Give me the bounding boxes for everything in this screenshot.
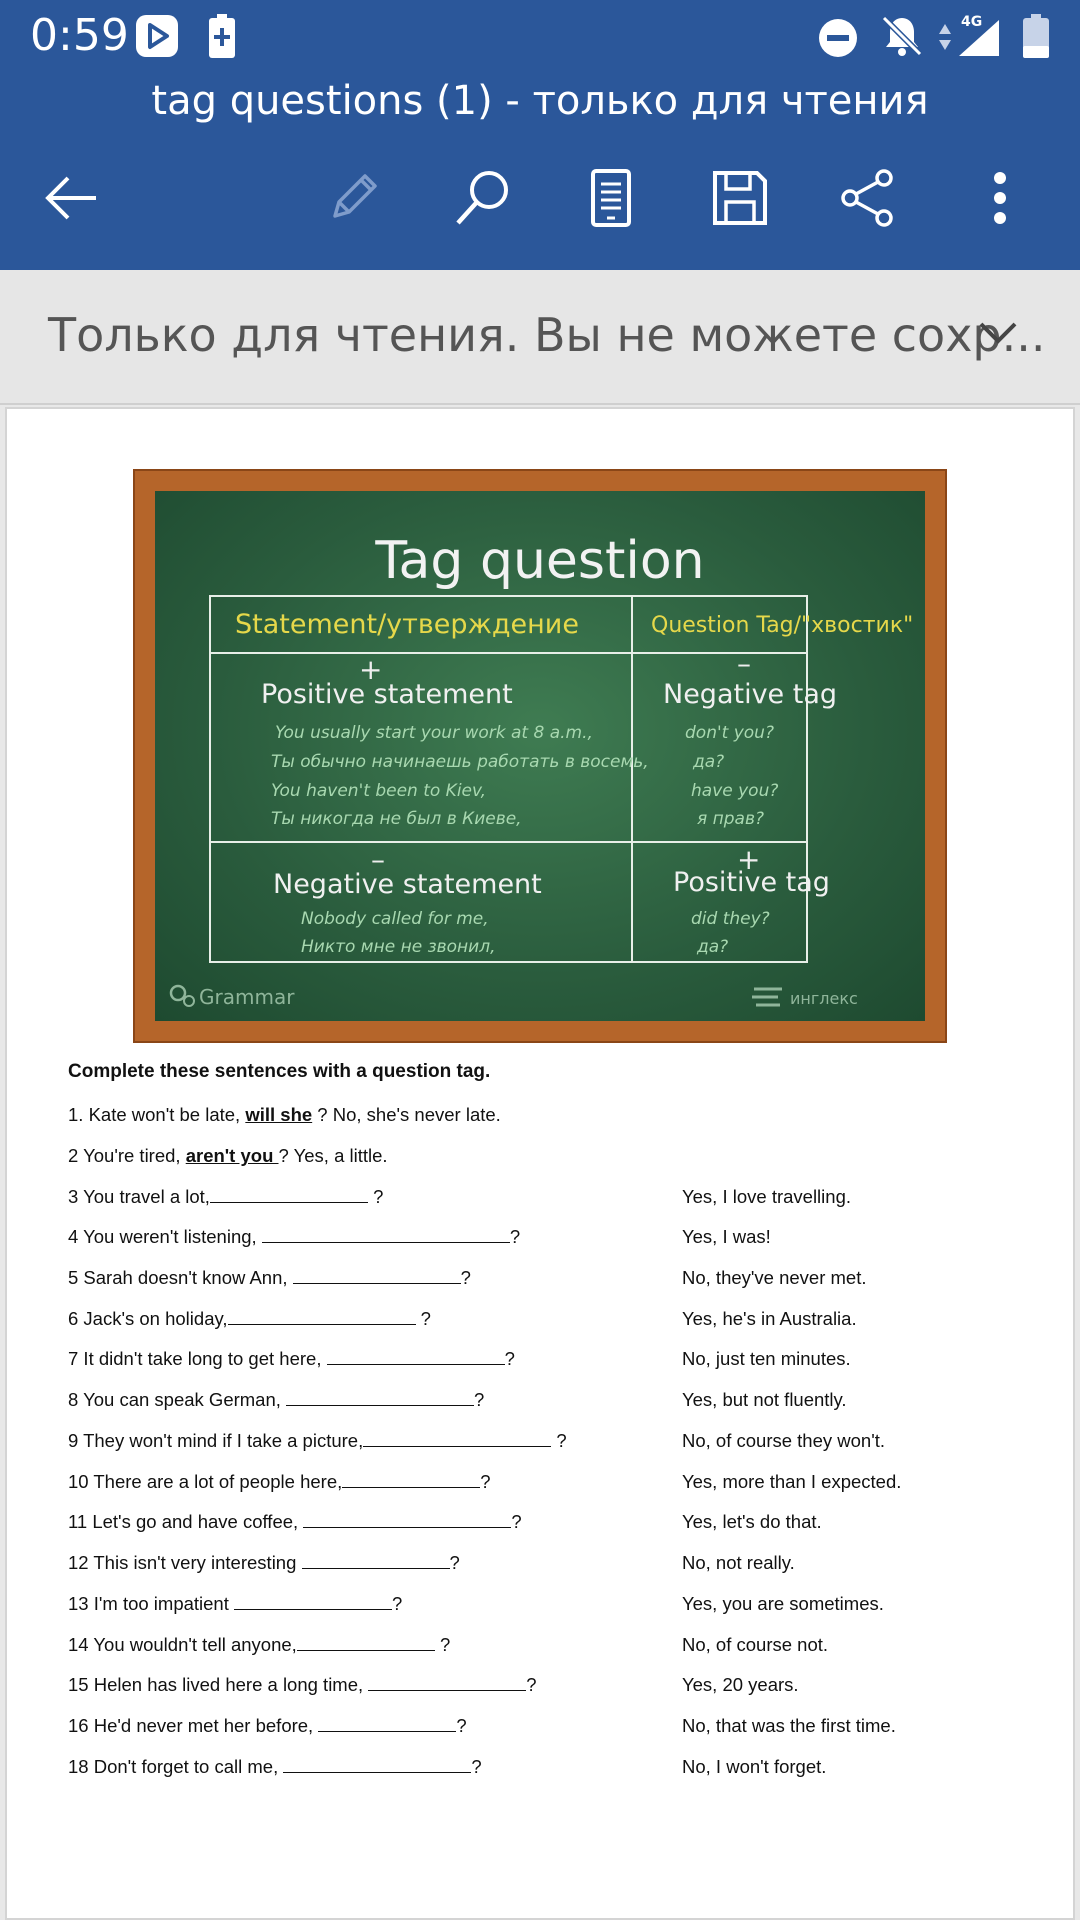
row1-left-sign: + — [359, 653, 383, 686]
exercise-item: 6 Jack's on holiday, ? — [68, 1308, 431, 1329]
answer-blank[interactable] — [303, 1512, 511, 1528]
status-bar — [0, 0, 1080, 72]
row1-left-title: Positive statement — [261, 679, 513, 710]
document-title: tag questions (1) - только для чтения — [151, 78, 929, 124]
exercise-response: Yes, I love travelling. — [682, 1186, 851, 1207]
exercise-item: 12 This isn't very interesting ? — [68, 1552, 460, 1573]
data-arrows-icon — [938, 22, 952, 57]
row2-right-sign: + — [737, 843, 761, 876]
exercise-response: No, not really. — [682, 1552, 795, 1573]
board-title: Tag question — [375, 531, 705, 591]
share-button[interactable] — [828, 160, 908, 240]
answer-blank[interactable] — [297, 1635, 435, 1651]
network-label: 4G — [961, 14, 983, 30]
battery-saver-icon — [208, 14, 236, 63]
row1-right-title: Negative tag — [663, 679, 838, 710]
play-store-icon — [135, 14, 179, 63]
exercise-item: 5 Sarah doesn't know Ann, ? — [68, 1267, 471, 1288]
row2-right-example: did they? — [691, 909, 770, 929]
row2-left-example: Никто мне не звонил, — [301, 937, 496, 957]
share-icon — [838, 168, 898, 233]
more-options-button[interactable] — [960, 160, 1040, 240]
row2-left-title: Negative statement — [273, 869, 542, 900]
exercise-item: 3 You travel a lot, ? — [68, 1186, 384, 1207]
answer-blank[interactable] — [327, 1349, 505, 1365]
exercise-response: No, of course they won't. — [682, 1430, 886, 1451]
exercise-response: Yes, but not fluently. — [682, 1389, 847, 1410]
gears-icon — [167, 981, 197, 1014]
row1-right-sign: – — [737, 647, 751, 680]
exercise-response: Yes, let's do that. — [682, 1511, 822, 1532]
pencil-icon — [323, 168, 383, 233]
search-icon — [452, 167, 514, 234]
back-arrow-icon — [40, 173, 100, 228]
row1-left-example: You usually start your work at 8 a.m., — [275, 723, 593, 743]
board-col2-header: Question Tag/"хвостик" — [651, 613, 914, 638]
row1-right-example: да? — [693, 752, 725, 772]
exercise-item: 16 He'd never met her before, ? — [68, 1715, 467, 1736]
row2-right-example: да? — [697, 937, 729, 957]
exercise-response: No, that was the first time. — [682, 1715, 896, 1736]
answer-blank[interactable] — [368, 1675, 526, 1691]
worksheet-heading: Complete these sentences with a question tag. — [68, 1061, 491, 1082]
exercise-item: 15 Helen has lived here a long time, ? — [68, 1674, 537, 1695]
save-icon — [710, 168, 770, 233]
exercise-item: 18 Don't forget to call me, ? — [68, 1756, 482, 1777]
row1-right-example: have you? — [691, 781, 779, 801]
exercise-response: No, they've never met. — [682, 1267, 867, 1288]
read-only-banner-text: Только для чтения. Вы не можете сохр... — [48, 308, 1046, 362]
edit-button[interactable] — [313, 160, 393, 240]
exercise-item: 13 I'm too impatient ? — [68, 1593, 403, 1614]
row2-left-sign: – — [371, 843, 385, 876]
exercise-response: No, just ten minutes. — [682, 1348, 851, 1369]
row2-right-title: Positive tag — [673, 867, 830, 898]
board-col1-header: Statement/утверждение — [235, 609, 579, 640]
chalkboard-surface — [155, 491, 925, 1021]
exercise-response: Yes, I was! — [682, 1226, 771, 1247]
back-button[interactable] — [30, 160, 110, 240]
answer-blank[interactable] — [318, 1716, 456, 1732]
answer-blank[interactable] — [342, 1472, 480, 1488]
answer-blank[interactable] — [234, 1594, 392, 1610]
chevron-down-icon[interactable] — [978, 320, 1018, 351]
answer-blank[interactable] — [210, 1187, 368, 1203]
save-button[interactable] — [700, 160, 780, 240]
exercise-response: Yes, you are sometimes. — [682, 1593, 884, 1614]
row1-left-example: You haven't been to Kiev, — [271, 781, 487, 801]
exercise-item: 9 They won't mind if I take a picture, ? — [68, 1430, 567, 1451]
app-bar — [0, 0, 1080, 270]
example-sentence-1: 1. Kate won't be late, will she ? No, she's never late. — [68, 1104, 501, 1125]
exercise-response: Yes, he's in Australia. — [682, 1308, 857, 1329]
search-button[interactable] — [443, 160, 523, 240]
signal-icon — [955, 12, 1005, 63]
exercise-item: 11 Let's go and have coffee, ? — [68, 1511, 522, 1532]
more-vert-icon — [990, 170, 1010, 231]
answer-blank[interactable] — [302, 1553, 450, 1569]
exercise-response: No, I won't forget. — [682, 1756, 827, 1777]
exercise-response: Yes, more than I expected. — [682, 1471, 902, 1492]
exercise-item: 4 You weren't listening, ? — [68, 1226, 521, 1247]
status-time: 0:59 — [30, 10, 129, 61]
answer-blank[interactable] — [293, 1268, 461, 1284]
battery-icon — [1022, 14, 1050, 63]
row1-left-example: Ты обычно начинаешь работать в восемь, — [271, 752, 649, 772]
grammar-logo-text: Grammar — [199, 985, 295, 1009]
notifications-off-icon — [880, 14, 924, 63]
phone-layout-icon — [589, 168, 633, 233]
answer-blank[interactable] — [286, 1390, 474, 1406]
board-table — [209, 595, 914, 963]
answer-blank[interactable] — [228, 1309, 416, 1325]
example-sentence-2: 2 You're tired, aren't you ? Yes, a little. — [68, 1145, 388, 1166]
answer-blank[interactable] — [363, 1431, 551, 1447]
exercise-item: 10 There are a lot of people here, ? — [68, 1471, 491, 1492]
mobile-view-button[interactable] — [571, 160, 651, 240]
exercise-item: 7 It didn't take long to get here, ? — [68, 1348, 515, 1369]
row2-left-example: Nobody called for me, — [301, 909, 489, 929]
englex-logo-text: инглекс — [790, 989, 858, 1008]
answer-blank[interactable] — [283, 1757, 471, 1773]
read-only-banner[interactable] — [0, 270, 1080, 405]
exercise-item: 14 You wouldn't tell anyone, ? — [68, 1634, 451, 1655]
englex-logo-icon — [750, 983, 786, 1016]
answer-blank[interactable] — [262, 1227, 510, 1243]
row1-left-example: Ты никогда не был в Киеве, — [271, 809, 522, 829]
exercise-item: 8 You can speak German, ? — [68, 1389, 485, 1410]
row1-right-example: я прав? — [697, 809, 764, 829]
tag-question-chalkboard-image — [133, 469, 947, 1043]
exercise-response: Yes, 20 years. — [682, 1674, 799, 1695]
do-not-disturb-icon — [818, 18, 858, 63]
exercise-response: No, of course not. — [682, 1634, 829, 1655]
row1-right-example: don't you? — [685, 723, 774, 743]
